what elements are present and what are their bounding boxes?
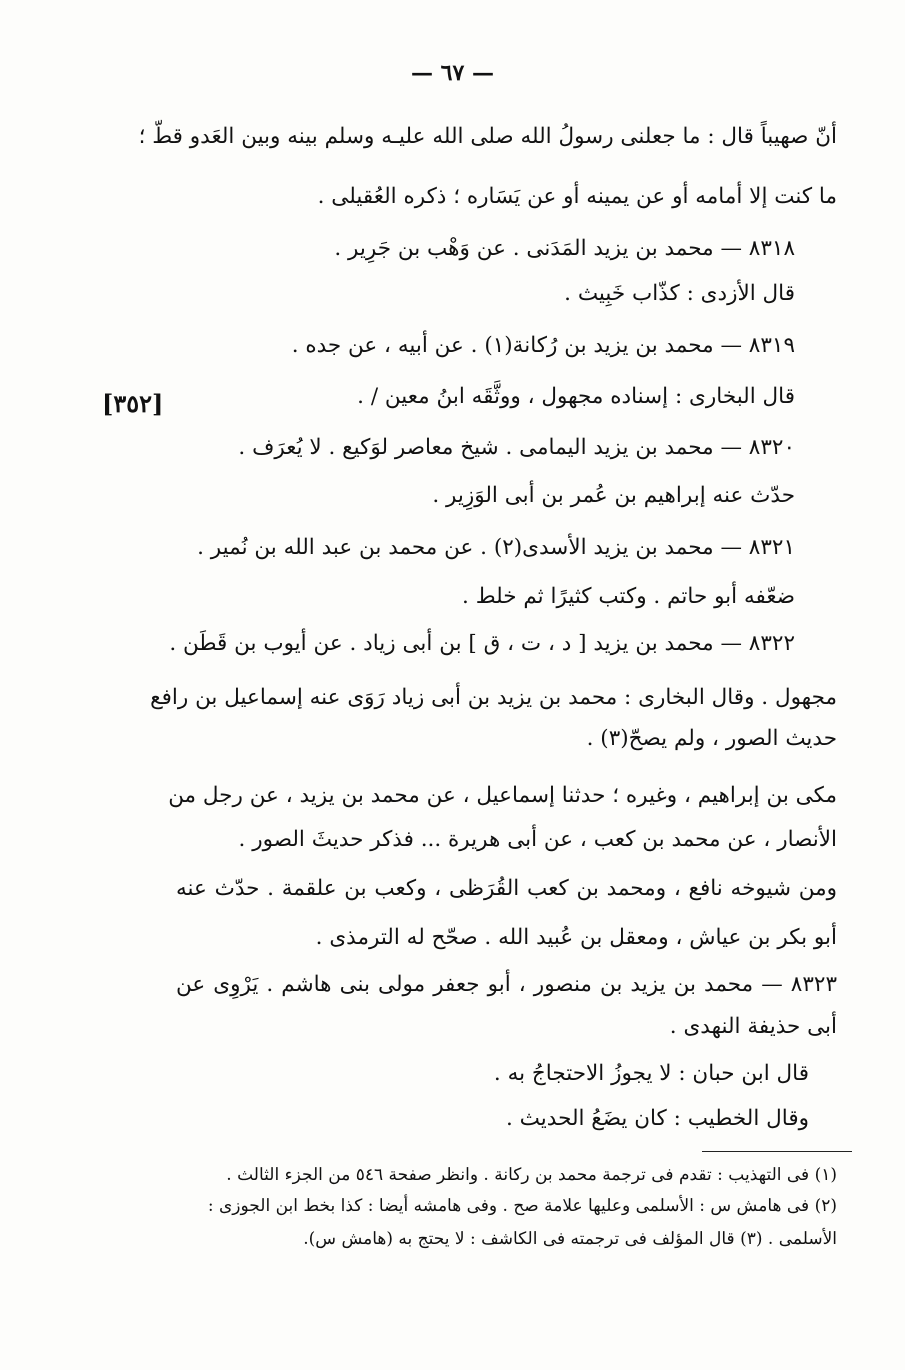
entry-heading: ٨٣٢٢ — محمد بن يزيد [ د ، ت ، ق ] بن أبى زياد . عن أيوب بن قَطَن . (169, 631, 795, 656)
margin-reference: [٣٥٢] (102, 389, 164, 418)
page-number: — ٦٧ — (411, 60, 494, 86)
footnote: (١) فى التهذيب : تقدم فى ترجمة محمد بن ركانة . وانظر صفحة ٥٤٦ من الجزء الثالث . (226, 1165, 837, 1185)
entry-heading: ٨٣٢٣ — محمد بن يزيد بن منصور ، أبو جعفر مولى بنى هاشم . يَرْوِى عن (176, 972, 837, 997)
entry-heading: ٨٣١٨ — محمد بن يزيد المَدَنى . عن وَهْب بن جَرِير . (334, 236, 795, 261)
text-line: أبو بكر بن عياش ، ومعقل بن عُبيد الله . صحّح له الترمذى . (315, 925, 837, 950)
footnote: الأسلمى . (٣) قال المؤلف فى ترجمته فى الكاشف : لا يحتج به (هامش س). (303, 1229, 837, 1249)
text-line: ومن شيوخه نافع ، ومحمد بن كعب القُرَظى ، وكعب بن علقمة . حدّث عنه (176, 876, 837, 901)
text-line: مكى بن إبراهيم ، وغيره ؛ حدثنا إسماعيل ، عن محمد بن يزيد ، عن رجل من (168, 783, 837, 808)
text-line: قال الأزدى : كذّاب خَبِيث . (564, 281, 795, 306)
footnote: (٢) فى هامش س : الأسلمى وعليها علامة صح . وفى هامشه أيضا : كذا بخط ابن الجوزى : (207, 1196, 837, 1216)
text-line: حدّث عنه إبراهيم بن عُمر بن أبى الوَزِير . (432, 483, 795, 508)
text-line: مجهول . وقال البخارى : محمد بن يزيد بن أبى زياد رَوَى عنه إسماعيل بن رافع (150, 685, 837, 710)
text-line: وقال الخطيب : كان يضَعُ الحديث . (506, 1106, 809, 1131)
text-line: ضعّفه أبو حاتم . وكتب كثيرًا ثم خلط . (462, 584, 795, 609)
footnote-divider (702, 1151, 852, 1152)
text-line: قال ابن حبان : لا يجوزُ الاحتجاجُ به . (493, 1061, 809, 1086)
entry-heading: ٨٣١٩ — محمد بن يزيد بن رُكانة(١) . عن أبيه ، عن جده . (291, 333, 795, 358)
entry-heading: ٨٣٢١ — محمد بن يزيد الأسدى(٢) . عن محمد بن عبد الله بن نُمير . (197, 535, 795, 560)
text-line: أنّ صهيباً قال : ما جعلنى رسولُ الله صلى الله عليـه وسلم بينه وبين العَدو قطّ ؛ (138, 124, 837, 149)
text-line: حديث الصور ، ولم يصحّ(٣) . (586, 726, 837, 751)
text-line: قال البخارى : إسناده مجهول ، ووثَّقَه ابنُ معين / . (357, 384, 795, 409)
text-line: الأنصار ، عن محمد بن كعب ، عن أبى هريرة ... فذكر حديثَ الصور . (238, 827, 837, 852)
text-line: ما كنت إلا أمامه أو عن يمينه أو عن يَسَاره ؛ ذكره العُقيلى . (317, 184, 837, 209)
text-line: أبى حذيفة النهدى . (669, 1014, 837, 1039)
entry-heading: ٨٣٢٠ — محمد بن يزيد اليمامى . شيخ معاصر لوَكيع . لا يُعرَف . (238, 435, 795, 460)
